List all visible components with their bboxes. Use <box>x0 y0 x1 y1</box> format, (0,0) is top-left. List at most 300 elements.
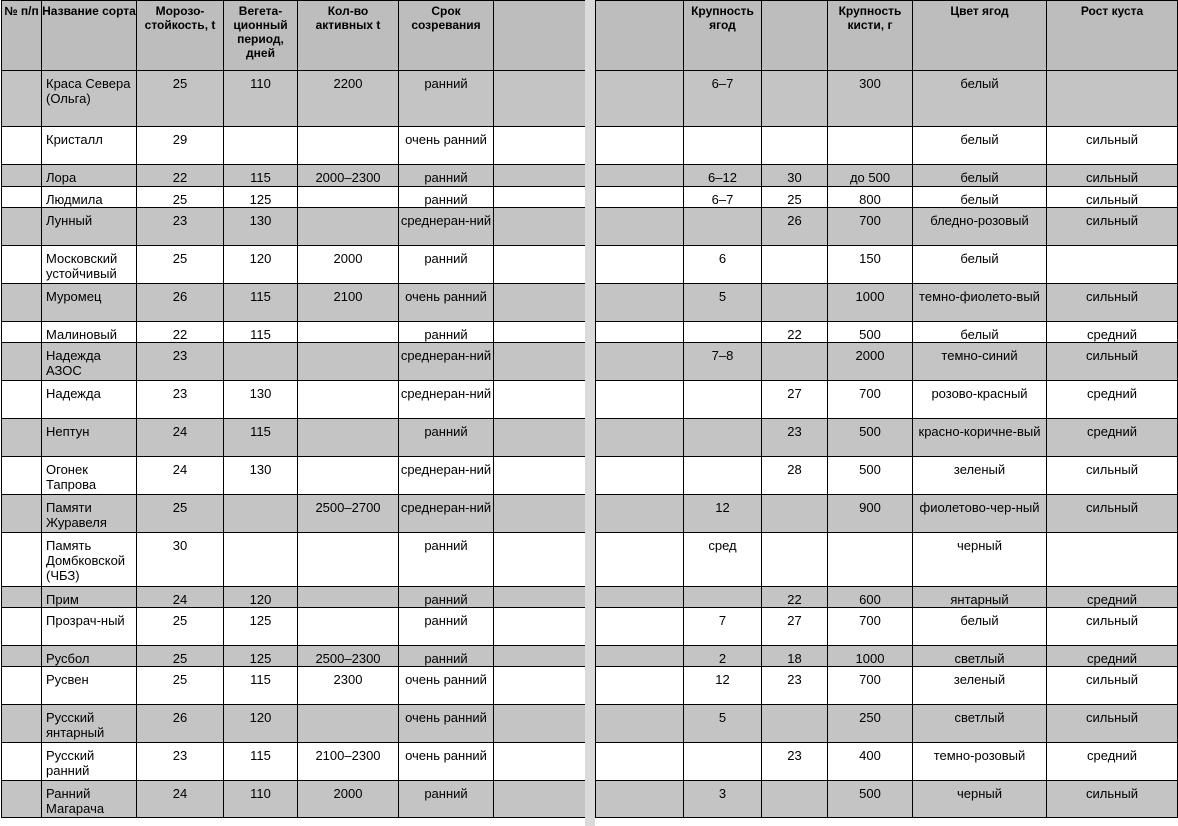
cell-berry-size: 5 <box>684 705 762 743</box>
cell-extra <box>494 322 586 343</box>
cell-bunch-size: 700 <box>828 667 913 705</box>
header-berry-size: Крупность ягод <box>684 1 762 71</box>
cell-extra <box>596 781 684 818</box>
cell-berry-color: белый <box>913 608 1047 646</box>
cell-extra <box>494 705 586 743</box>
cell-bunch-size: 600 <box>828 587 913 608</box>
cell-num <box>2 667 42 705</box>
cell-frost: 25 <box>137 646 224 667</box>
cell-frost: 25 <box>137 495 224 533</box>
cell-ripening: ранний <box>399 187 494 208</box>
cell-variety-name: Муромец <box>42 284 137 322</box>
cell-berry-color: белый <box>913 71 1047 127</box>
cell-ripening: ранний <box>399 419 494 457</box>
cell-veg-period: 120 <box>224 705 298 743</box>
cell-berry-size-2 <box>762 284 828 322</box>
cell-num <box>2 284 42 322</box>
cell-bunch-size: 900 <box>828 495 913 533</box>
cell-berry-size <box>684 208 762 246</box>
table-row <box>596 381 1178 419</box>
cell-frost: 26 <box>137 284 224 322</box>
cell-berry-color: белый <box>913 322 1047 343</box>
cell-veg-period: 115 <box>224 165 298 187</box>
cell-ripening: очень ранний <box>399 667 494 705</box>
cell-num <box>2 646 42 667</box>
header-row <box>2 1 586 71</box>
cell-num <box>2 533 42 587</box>
header-color: Цвет ягод <box>913 1 1047 71</box>
table-row <box>2 322 586 343</box>
varieties-table-left-page <box>1 0 586 818</box>
cell-extra <box>494 495 586 533</box>
table-row <box>2 208 586 246</box>
cell-extra <box>596 667 684 705</box>
cell-bunch-size: 500 <box>828 322 913 343</box>
table-row <box>596 187 1178 208</box>
cell-extra <box>596 608 684 646</box>
cell-bush-growth: сильный <box>1047 187 1178 208</box>
cell-veg-period: 130 <box>224 381 298 419</box>
cell-ripening: ранний <box>399 246 494 284</box>
cell-berry-color: черный <box>913 781 1047 818</box>
table-row <box>2 587 586 608</box>
table-row <box>2 284 586 322</box>
cell-frost: 25 <box>137 246 224 284</box>
cell-num <box>2 781 42 818</box>
cell-berry-size-2 <box>762 781 828 818</box>
cell-frost: 25 <box>137 187 224 208</box>
cell-extra <box>494 381 586 419</box>
cell-active-t: 2100 <box>298 284 399 322</box>
header-row <box>596 1 1178 71</box>
table-row <box>596 587 1178 608</box>
cell-berry-size-2: 28 <box>762 457 828 495</box>
page-gutter <box>585 0 595 826</box>
cell-num <box>2 187 42 208</box>
table-row <box>596 608 1178 646</box>
cell-veg-period: 130 <box>224 208 298 246</box>
cell-bush-growth: сильный <box>1047 343 1178 381</box>
cell-veg-period: 115 <box>224 743 298 781</box>
table-row <box>596 246 1178 284</box>
cell-ripening: очень ранний <box>399 127 494 165</box>
cell-frost: 25 <box>137 608 224 646</box>
cell-active-t: 2100–2300 <box>298 743 399 781</box>
cell-active-t: 2300 <box>298 667 399 705</box>
cell-veg-period <box>224 533 298 587</box>
cell-extra <box>494 187 586 208</box>
cell-bunch-size: 2000 <box>828 343 913 381</box>
cell-veg-period <box>224 343 298 381</box>
cell-berry-size: 12 <box>684 667 762 705</box>
cell-variety-name: Надежда <box>42 381 137 419</box>
cell-berry-size-2: 18 <box>762 646 828 667</box>
cell-berry-size-2 <box>762 246 828 284</box>
cell-veg-period: 120 <box>224 246 298 284</box>
cell-berry-color: фиолетово-чер-ный <box>913 495 1047 533</box>
cell-bunch-size: 300 <box>828 71 913 127</box>
cell-berry-size-2 <box>762 71 828 127</box>
cell-extra <box>494 667 586 705</box>
cell-veg-period: 120 <box>224 587 298 608</box>
table-row <box>2 187 586 208</box>
cell-veg-period: 115 <box>224 322 298 343</box>
cell-bush-growth: сильный <box>1047 608 1178 646</box>
cell-berry-size-2: 22 <box>762 322 828 343</box>
cell-variety-name: Огонек Тапрова <box>42 457 137 495</box>
cell-variety-name: Нептун <box>42 419 137 457</box>
cell-bunch-size <box>828 127 913 165</box>
cell-berry-size-2: 26 <box>762 208 828 246</box>
cell-frost: 24 <box>137 587 224 608</box>
cell-extra <box>494 71 586 127</box>
cell-variety-name: Русбол <box>42 646 137 667</box>
cell-berry-color: светлый <box>913 646 1047 667</box>
cell-berry-size-2: 23 <box>762 419 828 457</box>
cell-bush-growth: средний <box>1047 381 1178 419</box>
header-frost: Морозо-стойкость, t <box>137 1 224 71</box>
cell-variety-name: Память Домбковской (ЧБЗ) <box>42 533 137 587</box>
cell-berry-size-2 <box>762 533 828 587</box>
table-row <box>596 208 1178 246</box>
table-row <box>596 419 1178 457</box>
cell-num <box>2 322 42 343</box>
table-row <box>596 667 1178 705</box>
cell-berry-color: темно-синий <box>913 343 1047 381</box>
cell-num <box>2 457 42 495</box>
cell-frost: 23 <box>137 343 224 381</box>
cell-num <box>2 381 42 419</box>
cell-berry-size: 3 <box>684 781 762 818</box>
cell-berry-size <box>684 381 762 419</box>
cell-num <box>2 587 42 608</box>
cell-berry-size <box>684 457 762 495</box>
cell-variety-name: Кристалл <box>42 127 137 165</box>
cell-num <box>2 343 42 381</box>
table-row <box>2 165 586 187</box>
cell-ripening: очень ранний <box>399 705 494 743</box>
cell-extra <box>494 781 586 818</box>
cell-variety-name: Малиновый <box>42 322 137 343</box>
cell-extra <box>494 419 586 457</box>
cell-bunch-size: 1000 <box>828 284 913 322</box>
cell-variety-name: Русский ранний <box>42 743 137 781</box>
cell-extra <box>596 246 684 284</box>
cell-berry-size-2: 23 <box>762 743 828 781</box>
cell-veg-period: 115 <box>224 284 298 322</box>
table-row <box>2 667 586 705</box>
cell-ripening: среднеран-ний <box>399 208 494 246</box>
cell-active-t <box>298 533 399 587</box>
cell-variety-name: Краса Севера (Ольга) <box>42 71 137 127</box>
cell-bush-growth: средний <box>1047 587 1178 608</box>
cell-extra <box>596 127 684 165</box>
cell-veg-period: 115 <box>224 667 298 705</box>
table-row <box>2 495 586 533</box>
cell-berry-size-2: 27 <box>762 381 828 419</box>
cell-variety-name: Лора <box>42 165 137 187</box>
cell-berry-size <box>684 419 762 457</box>
cell-frost: 25 <box>137 71 224 127</box>
cell-bush-growth: сильный <box>1047 127 1178 165</box>
table-row <box>596 495 1178 533</box>
table-row <box>2 343 586 381</box>
cell-variety-name: Надежда АЗОС <box>42 343 137 381</box>
header-berry-size-2 <box>762 1 828 71</box>
cell-bush-growth <box>1047 533 1178 587</box>
cell-variety-name: Людмила <box>42 187 137 208</box>
cell-berry-size-2: 27 <box>762 608 828 646</box>
table-row <box>596 127 1178 165</box>
header-growth: Рост куста <box>1047 1 1178 71</box>
cell-berry-size-2: 22 <box>762 587 828 608</box>
cell-active-t <box>298 208 399 246</box>
header-active-t: Кол-во активных t <box>298 1 399 71</box>
varieties-table-right-page <box>595 0 1178 818</box>
cell-extra <box>494 284 586 322</box>
cell-berry-color: темно-розовый <box>913 743 1047 781</box>
cell-extra <box>596 587 684 608</box>
cell-berry-size-2: 25 <box>762 187 828 208</box>
table-row <box>596 165 1178 187</box>
table-row <box>2 608 586 646</box>
cell-variety-name: Лунный <box>42 208 137 246</box>
header-name: Название сорта <box>42 1 137 71</box>
cell-bunch-size: до 500 <box>828 165 913 187</box>
table-row <box>596 343 1178 381</box>
cell-berry-size: 5 <box>684 284 762 322</box>
cell-active-t <box>298 381 399 419</box>
cell-extra <box>596 743 684 781</box>
cell-veg-period: 125 <box>224 608 298 646</box>
cell-ripening: ранний <box>399 165 494 187</box>
table-row <box>596 322 1178 343</box>
cell-bush-growth: сильный <box>1047 284 1178 322</box>
cell-berry-size-2 <box>762 127 828 165</box>
cell-berry-size: 7–8 <box>684 343 762 381</box>
cell-berry-color: янтарный <box>913 587 1047 608</box>
cell-berry-size <box>684 322 762 343</box>
header-bunch-size: Крупность кисти, г <box>828 1 913 71</box>
cell-ripening: среднеран-ний <box>399 343 494 381</box>
cell-active-t: 2000–2300 <box>298 165 399 187</box>
cell-active-t <box>298 587 399 608</box>
cell-extra <box>596 284 684 322</box>
cell-extra <box>596 187 684 208</box>
cell-berry-size: 6–7 <box>684 71 762 127</box>
cell-berry-color: белый <box>913 246 1047 284</box>
table-row <box>2 743 586 781</box>
cell-frost: 24 <box>137 781 224 818</box>
cell-num <box>2 208 42 246</box>
cell-bush-growth: сильный <box>1047 165 1178 187</box>
cell-berry-size: 12 <box>684 495 762 533</box>
cell-ripening: среднеран-ний <box>399 457 494 495</box>
cell-veg-period: 115 <box>224 419 298 457</box>
cell-active-t <box>298 187 399 208</box>
cell-active-t <box>298 608 399 646</box>
cell-berry-size <box>684 587 762 608</box>
header-extra-left <box>494 1 586 71</box>
cell-frost: 23 <box>137 208 224 246</box>
cell-extra <box>494 127 586 165</box>
cell-extra <box>596 208 684 246</box>
cell-bunch-size: 150 <box>828 246 913 284</box>
cell-berry-color: бледно-розовый <box>913 208 1047 246</box>
cell-bunch-size: 500 <box>828 457 913 495</box>
cell-berry-size: сред <box>684 533 762 587</box>
cell-active-t <box>298 705 399 743</box>
cell-frost: 26 <box>137 705 224 743</box>
cell-variety-name: Московский устойчивый <box>42 246 137 284</box>
cell-active-t: 2200 <box>298 71 399 127</box>
cell-active-t: 2000 <box>298 781 399 818</box>
cell-berry-size: 2 <box>684 646 762 667</box>
cell-num <box>2 608 42 646</box>
table-row <box>596 533 1178 587</box>
cell-ripening: среднеран-ний <box>399 495 494 533</box>
cell-veg-period: 125 <box>224 646 298 667</box>
cell-extra <box>494 208 586 246</box>
cell-active-t <box>298 343 399 381</box>
cell-veg-period: 110 <box>224 781 298 818</box>
table-row <box>596 457 1178 495</box>
cell-variety-name: Русвен <box>42 667 137 705</box>
cell-veg-period <box>224 127 298 165</box>
cell-frost: 22 <box>137 165 224 187</box>
cell-variety-name: Прим <box>42 587 137 608</box>
cell-ripening: очень ранний <box>399 284 494 322</box>
cell-num <box>2 419 42 457</box>
cell-active-t: 2500–2300 <box>298 646 399 667</box>
cell-extra <box>596 533 684 587</box>
header-extra-right <box>596 1 684 71</box>
table-row <box>596 284 1178 322</box>
cell-bush-growth <box>1047 71 1178 127</box>
cell-berry-color: белый <box>913 165 1047 187</box>
cell-bunch-size: 1000 <box>828 646 913 667</box>
header-veg: Вегета-ционный период, дней <box>224 1 298 71</box>
cell-num <box>2 127 42 165</box>
cell-extra <box>494 343 586 381</box>
cell-frost: 30 <box>137 533 224 587</box>
cell-veg-period <box>224 495 298 533</box>
cell-veg-period: 130 <box>224 457 298 495</box>
cell-variety-name: Прозрач-ный <box>42 608 137 646</box>
cell-bush-growth: сильный <box>1047 705 1178 743</box>
cell-variety-name: Русский янтарный <box>42 705 137 743</box>
cell-berry-size-2: 23 <box>762 667 828 705</box>
table-row <box>2 646 586 667</box>
table-row <box>596 781 1178 818</box>
cell-veg-period: 125 <box>224 187 298 208</box>
cell-ripening: очень ранний <box>399 743 494 781</box>
cell-berry-size <box>684 127 762 165</box>
cell-frost: 22 <box>137 322 224 343</box>
cell-berry-size: 6–12 <box>684 165 762 187</box>
cell-bunch-size: 700 <box>828 608 913 646</box>
cell-variety-name: Ранний Магарача <box>42 781 137 818</box>
table-row <box>596 71 1178 127</box>
cell-active-t <box>298 457 399 495</box>
cell-extra <box>596 381 684 419</box>
cell-bunch-size: 500 <box>828 419 913 457</box>
header-num: № п/п <box>2 1 42 71</box>
cell-extra <box>494 646 586 667</box>
cell-ripening: ранний <box>399 608 494 646</box>
cell-variety-name: Памяти Журавеля <box>42 495 137 533</box>
cell-active-t <box>298 127 399 165</box>
cell-berry-color: зеленый <box>913 457 1047 495</box>
cell-bush-growth: средний <box>1047 743 1178 781</box>
cell-extra <box>596 705 684 743</box>
cell-ripening: ранний <box>399 71 494 127</box>
cell-bush-growth: средний <box>1047 646 1178 667</box>
cell-extra <box>596 165 684 187</box>
cell-extra <box>596 646 684 667</box>
cell-active-t: 2000 <box>298 246 399 284</box>
table-row <box>2 781 586 818</box>
cell-frost: 24 <box>137 419 224 457</box>
table-row <box>596 705 1178 743</box>
table-row <box>2 457 586 495</box>
cell-berry-size: 6–7 <box>684 187 762 208</box>
cell-extra <box>494 587 586 608</box>
cell-extra <box>494 457 586 495</box>
cell-active-t <box>298 322 399 343</box>
cell-bush-growth: сильный <box>1047 667 1178 705</box>
cell-berry-color: темно-фиолето-вый <box>913 284 1047 322</box>
cell-bunch-size: 700 <box>828 208 913 246</box>
cell-bunch-size: 700 <box>828 381 913 419</box>
cell-ripening: ранний <box>399 533 494 587</box>
cell-berry-color: красно-коричне-вый <box>913 419 1047 457</box>
cell-berry-color: светлый <box>913 705 1047 743</box>
table-row <box>2 533 586 587</box>
cell-num <box>2 495 42 533</box>
cell-frost: 24 <box>137 457 224 495</box>
cell-ripening: ранний <box>399 587 494 608</box>
cell-berry-color: зеленый <box>913 667 1047 705</box>
cell-bunch-size: 500 <box>828 781 913 818</box>
cell-frost: 29 <box>137 127 224 165</box>
cell-bunch-size: 250 <box>828 705 913 743</box>
table-row <box>2 127 586 165</box>
cell-num <box>2 71 42 127</box>
cell-berry-size-2: 30 <box>762 165 828 187</box>
cell-berry-size-2 <box>762 343 828 381</box>
cell-extra <box>596 71 684 127</box>
cell-bunch-size: 400 <box>828 743 913 781</box>
header-ripening: Срок созревания <box>399 1 494 71</box>
cell-num <box>2 165 42 187</box>
cell-bush-growth: сильный <box>1047 781 1178 818</box>
cell-bunch-size <box>828 533 913 587</box>
cell-extra <box>494 743 586 781</box>
table-row <box>596 743 1178 781</box>
cell-berry-size-2 <box>762 705 828 743</box>
table-row <box>2 246 586 284</box>
cell-extra <box>596 495 684 533</box>
cell-extra <box>494 246 586 284</box>
cell-ripening: ранний <box>399 646 494 667</box>
table-row <box>2 71 586 127</box>
cell-berry-color: белый <box>913 127 1047 165</box>
cell-berry-color: черный <box>913 533 1047 587</box>
cell-bush-growth: средний <box>1047 322 1178 343</box>
cell-frost: 23 <box>137 743 224 781</box>
table-row <box>2 705 586 743</box>
